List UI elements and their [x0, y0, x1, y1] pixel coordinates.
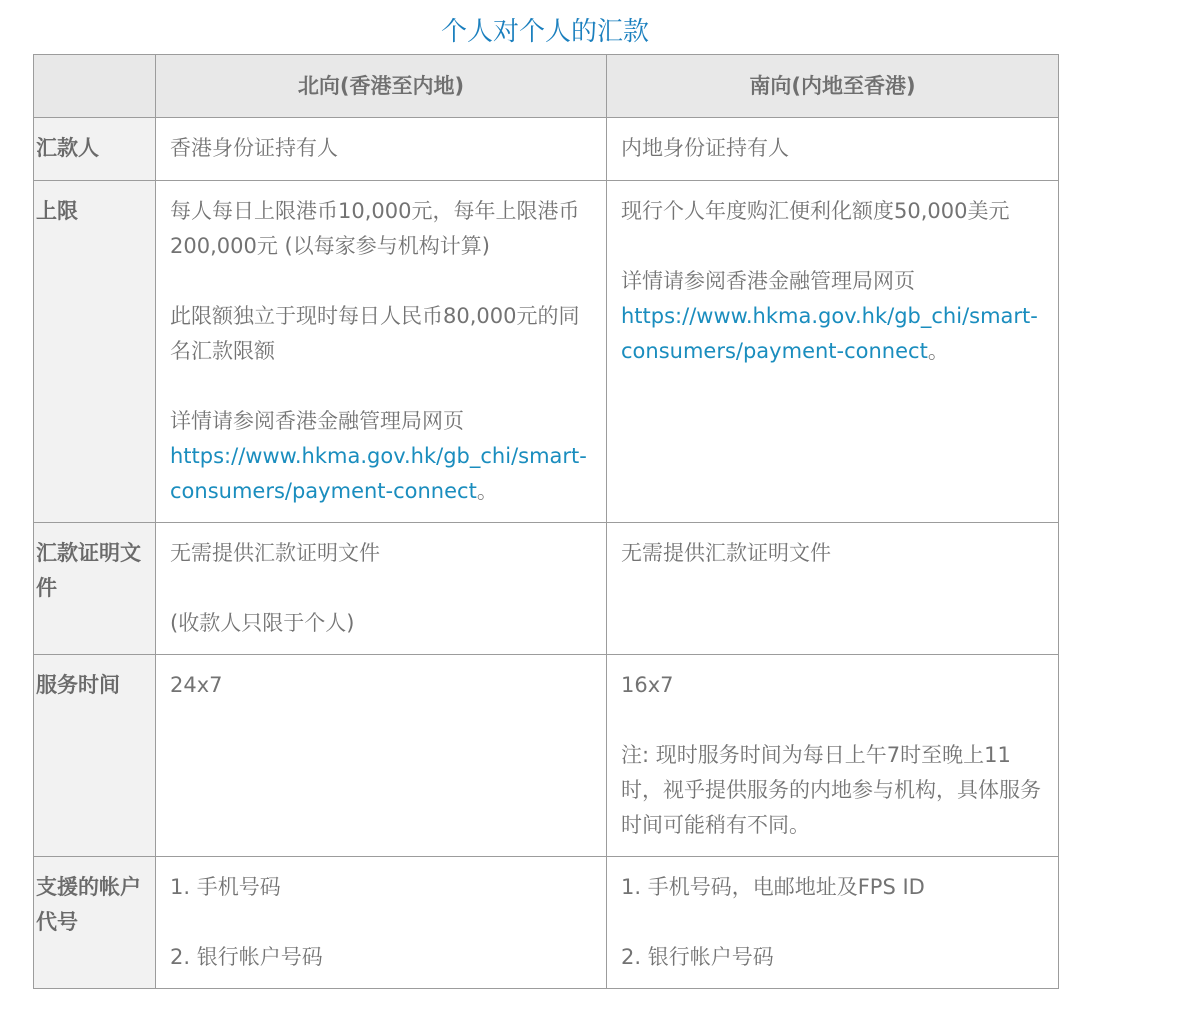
- cell-limit-south: [607, 181, 1059, 523]
- cell-text: (收款人只限于个人): [170, 611, 355, 635]
- cell-text: 1. 手机号码: [170, 875, 281, 899]
- cell-proof-north: [156, 523, 607, 655]
- cell-text: 2. 银行帐户号码: [621, 945, 774, 969]
- cell-proof-south: [607, 523, 1059, 655]
- table-row-proof-documents: [34, 523, 1059, 655]
- cell-text: 详情请参阅香港金融管理局网页: [170, 409, 464, 433]
- link-suffix: 。: [927, 339, 949, 363]
- cell-text: 详情请参阅香港金融管理局网页: [621, 269, 915, 293]
- hkma-link-north[interactable]: https://www.hkma.gov.hk/gb_chi/smart-consumers/payment-connect: [170, 444, 587, 503]
- page-title: 个人对个人的汇款: [440, 17, 649, 47]
- cell-ids-south: [607, 857, 1059, 989]
- link-suffix: 。: [476, 479, 498, 503]
- cell-text: 16x7: [621, 673, 674, 697]
- cell-text: 每人每日上限港币10,000元，每年上限港币200,000元 (以每家参与机构计算): [170, 199, 580, 258]
- row-label-service-hours: 服务时间: [34, 655, 156, 857]
- cell-text-with-link: [170, 404, 592, 509]
- cell-text: 此限额独立于现时每日人民币80,000元的同名汇款限额: [170, 304, 580, 363]
- table-row-service-hours: [34, 655, 1059, 857]
- table-header-row: [34, 55, 1059, 118]
- cell-text: 无需提供汇款证明文件: [170, 541, 380, 565]
- cell-text: 现行个人年度购汇便利化额度50,000美元: [621, 199, 1010, 223]
- table-row-limit: [34, 181, 1059, 523]
- row-label-account-ids: 支援的帐户代号: [34, 857, 156, 989]
- row-label-proof-documents: 汇款证明文件: [34, 523, 156, 655]
- row-label-limit: 上限: [34, 181, 156, 523]
- cell-ids-north: [156, 857, 607, 989]
- cell-text: 香港身份证持有人: [170, 136, 338, 160]
- cell-text: 无需提供汇款证明文件: [621, 541, 831, 565]
- cell-hours-north: [156, 655, 607, 857]
- cell-text: 2. 银行帐户号码: [170, 945, 323, 969]
- remittance-comparison-table: [33, 54, 1059, 989]
- cell-text: 1. 手机号码，电邮地址及FPS ID: [621, 875, 925, 899]
- cell-limit-north: [156, 181, 607, 523]
- row-label-sender: 汇款人: [34, 118, 156, 181]
- cell-hours-south: [607, 655, 1059, 857]
- header-southbound: 南向(内地至香港): [607, 55, 1059, 118]
- header-northbound: 北向(香港至内地): [156, 55, 607, 118]
- cell-text-with-link: [621, 264, 1044, 369]
- cell-sender-south: [607, 118, 1059, 181]
- cell-text: 内地身份证持有人: [621, 136, 789, 160]
- hkma-link-south[interactable]: https://www.hkma.gov.hk/gb_chi/smart-consumers/payment-connect: [621, 304, 1038, 363]
- cell-text: 注: 现时服务时间为每日上午7时至晚上11时，视乎提供服务的内地参与机构，具体服务时间可能稍有不同。: [621, 743, 1041, 837]
- table-row-account-ids: [34, 857, 1059, 989]
- cell-text: 24x7: [170, 673, 223, 697]
- table-row-sender: [34, 118, 1059, 181]
- header-empty-cell: [34, 55, 156, 118]
- cell-sender-north: [156, 118, 607, 181]
